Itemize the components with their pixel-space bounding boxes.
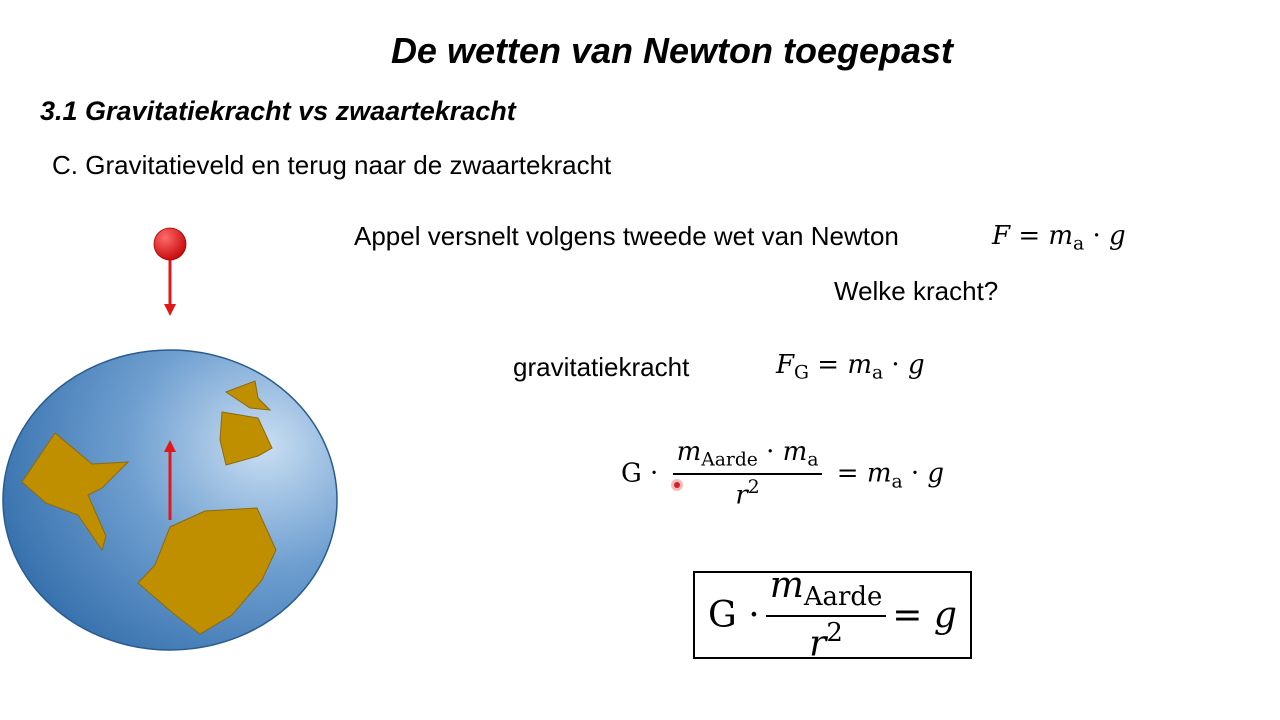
subsection-heading: C. Gravitatieveld en terug naar de zwaartekracht xyxy=(52,150,612,180)
laser-pointer-icon xyxy=(671,479,683,491)
gravitational-force-label: gravitatiekracht xyxy=(513,352,690,382)
boxed-fraction xyxy=(766,565,887,664)
apple xyxy=(154,228,186,260)
fraction-numerator: $m_{Aarde} \cdot m_a$ xyxy=(673,438,823,475)
earth-apple-illustration xyxy=(0,220,345,690)
section-heading: 3.1 Gravitatiekracht vs zwaartekracht xyxy=(40,96,516,126)
gravitation-law-formula: G · $\frac{m_{Aarde} \cdot m_a}{r^2}$ = $m_a \cdot g$ xyxy=(621,437,945,511)
downward-force-arrow xyxy=(164,256,176,316)
gravitational-force-formula: $F_G = m_a \cdot g$ xyxy=(776,350,925,384)
apple-acceleration-text: Appel versnelt volgens tweede wet van Newton xyxy=(354,221,899,251)
boxed-numerator: $m_{Aarde}$ xyxy=(766,565,887,617)
newton-second-law-formula: $F = m_a \cdot g$ xyxy=(992,221,1126,255)
fraction-denominator: $r^2$ xyxy=(735,477,760,511)
boxed-result-formula: G · $\frac{m_{Aarde}}{r^2}$ = g xyxy=(693,571,972,659)
slide-title: De wetten van Newton toegepast xyxy=(390,30,954,71)
gravitation-fraction xyxy=(673,438,823,511)
which-force-question: Welke kracht? xyxy=(834,276,999,306)
boxed-denominator: $r^2$ xyxy=(809,617,843,665)
